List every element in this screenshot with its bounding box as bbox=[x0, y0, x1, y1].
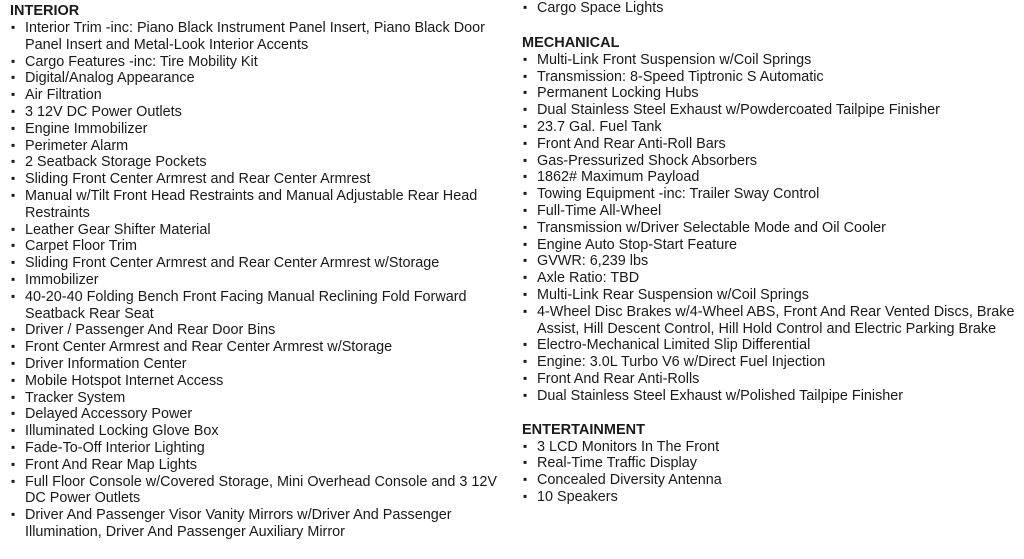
left-column bbox=[10, 3, 515, 541]
list-item: ▪ Transmission: 8-Speed Tiptronic S Automatic bbox=[522, 69, 1022, 86]
list-item: ▪ 3 12V DC Power Outlets bbox=[10, 104, 515, 121]
list-item: ▪ 3 LCD Monitors In The Front bbox=[522, 439, 1022, 456]
list-item: ▪ Full Floor Console w/Covered Storage, Mini Overhead Console and 3 12V DC Power Outlets bbox=[10, 474, 515, 508]
list-item: ▪ Axle Ratio: TBD bbox=[522, 270, 1022, 287]
list-item: ▪ Multi-Link Rear Suspension w/Coil Springs bbox=[522, 287, 1022, 304]
list-item: ▪ Interior Trim -inc: Piano Black Instrument Panel Insert, Piano Black Door Panel Insert and Metal-Look Interior Accents bbox=[10, 20, 515, 54]
list-item: ▪ Driver Information Center bbox=[10, 356, 515, 373]
section-title-interior: INTERIOR bbox=[10, 3, 80, 19]
list-item: ▪ Concealed Diversity Antenna bbox=[522, 472, 1022, 489]
list-item: ▪ 10 Speakers bbox=[522, 489, 1022, 506]
list-item: ▪ Transmission w/Driver Selectable Mode and Oil Cooler bbox=[522, 220, 1022, 237]
list-item: ▪ Leather Gear Shifter Material bbox=[10, 222, 515, 239]
section-title-entertainment: ENTERTAINMENT bbox=[522, 421, 645, 438]
list-item: ▪ Towing Equipment -inc: Trailer Sway Control bbox=[522, 186, 1022, 203]
list-item: ▪ Front And Rear Map Lights bbox=[10, 457, 515, 474]
list-item: ▪ Electro-Mechanical Limited Slip Differential bbox=[522, 337, 1022, 354]
list-item: ▪ Tracker System bbox=[10, 390, 515, 407]
mechanical-list bbox=[522, 52, 1022, 405]
list-item: ▪ Cargo Features -inc: Tire Mobility Kit bbox=[10, 54, 515, 71]
list-item: ▪ GVWR: 6,239 lbs bbox=[522, 253, 1022, 270]
list-item: ▪ Engine Auto Stop-Start Feature bbox=[522, 237, 1022, 254]
list-item: ▪ Dual Stainless Steel Exhaust w/Powdercoated Tailpipe Finisher bbox=[522, 102, 1022, 119]
list-item: ▪ Engine: 3.0L Turbo V6 w/Direct Fuel Injection bbox=[522, 354, 1022, 371]
list-item: ▪ Fade-To-Off Interior Lighting bbox=[10, 440, 515, 457]
continued-list bbox=[522, 0, 1022, 17]
list-item: ▪ 23.7 Gal. Fuel Tank bbox=[522, 119, 1022, 136]
list-item: ▪ Real-Time Traffic Display bbox=[522, 455, 1022, 472]
list-item: ▪ Front Center Armrest and Rear Center Armrest w/Storage bbox=[10, 339, 515, 356]
list-item: ▪ Gas-Pressurized Shock Absorbers bbox=[522, 153, 1022, 170]
list-item: ▪ Dual Stainless Steel Exhaust w/Polished Tailpipe Finisher bbox=[522, 388, 1022, 405]
list-item: ▪ Driver / Passenger And Rear Door Bins bbox=[10, 322, 515, 339]
list-item: ▪ Permanent Locking Hubs bbox=[522, 85, 1022, 102]
list-item: ▪ 2 Seatback Storage Pockets bbox=[10, 154, 515, 171]
list-item: ▪ 1862# Maximum Payload bbox=[522, 169, 1022, 186]
list-item: ▪ Sliding Front Center Armrest and Rear Center Armrest bbox=[10, 171, 515, 188]
list-item: ▪ Front And Rear Anti-Roll Bars bbox=[522, 136, 1022, 153]
list-item: ▪ Perimeter Alarm bbox=[10, 138, 515, 155]
right-column bbox=[522, 0, 1022, 506]
list-item: ▪ 4-Wheel Disc Brakes w/4-Wheel ABS, Front And Rear Vented Discs, Brake Assist, Hill Descent Control, Hill Hold Control and Electric Parking Brake bbox=[522, 304, 1022, 338]
list-item: ▪ Mobile Hotspot Internet Access bbox=[10, 373, 515, 390]
list-item: ▪ Full-Time All-Wheel bbox=[522, 203, 1022, 220]
list-item: ▪ Cargo Space Lights bbox=[522, 0, 1022, 17]
list-item: ▪ Multi-Link Front Suspension w/Coil Springs bbox=[522, 52, 1022, 69]
interior-list bbox=[10, 20, 515, 541]
list-item: ▪ Driver And Passenger Visor Vanity Mirrors w/Driver And Passenger Illumination, Driver And Passenger Auxiliary Mirror bbox=[10, 507, 515, 541]
section-gap bbox=[522, 405, 1022, 422]
list-item: ▪ Carpet Floor Trim bbox=[10, 238, 515, 255]
list-item: ▪ 40-20-40 Folding Bench Front Facing Manual Reclining Fold Forward Seatback Rear Seat bbox=[10, 289, 515, 323]
list-item: ▪ Delayed Accessory Power bbox=[10, 406, 515, 423]
list-item: ▪ Illuminated Locking Glove Box bbox=[10, 423, 515, 440]
list-item: ▪ Front And Rear Anti-Rolls bbox=[522, 371, 1022, 388]
list-item: ▪ Digital/Analog Appearance bbox=[10, 70, 515, 87]
list-item: ▪ Engine Immobilizer bbox=[10, 121, 515, 138]
entertainment-list bbox=[522, 439, 1022, 506]
list-item: ▪ Sliding Front Center Armrest and Rear Center Armrest w/Storage bbox=[10, 255, 515, 272]
list-item: ▪ Manual w/Tilt Front Head Restraints and Manual Adjustable Rear Head Restraints bbox=[10, 188, 515, 222]
list-item: ▪ Immobilizer bbox=[10, 272, 515, 289]
section-gap bbox=[522, 17, 1022, 35]
section-title-mechanical: MECHANICAL bbox=[522, 34, 620, 51]
list-item: ▪ Air Filtration bbox=[10, 87, 515, 104]
